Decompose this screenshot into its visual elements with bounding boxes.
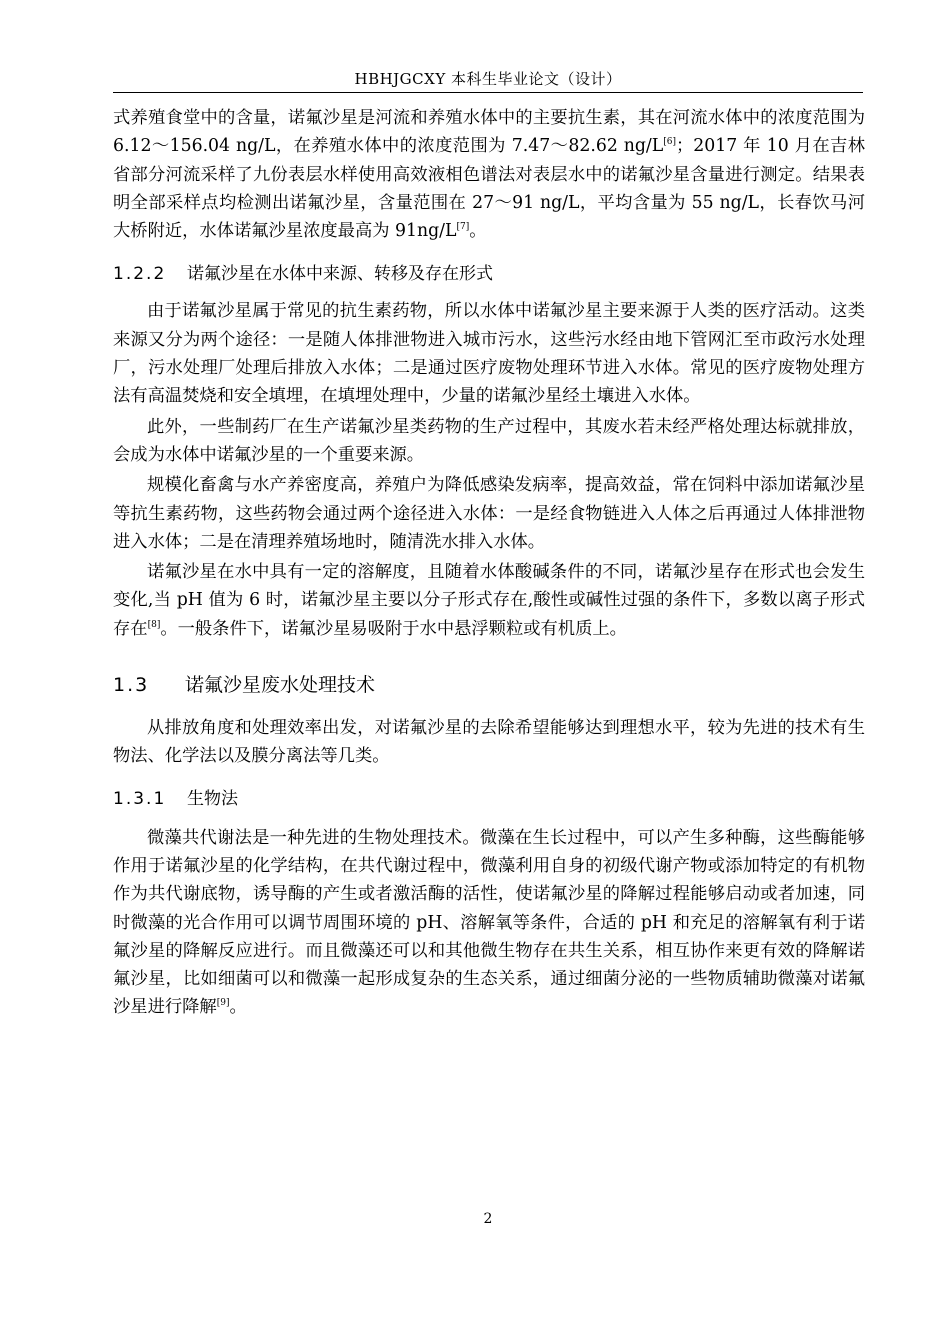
page-body [113,104,865,1022]
paragraph-2: 由于诺氟沙星属于常见的抗生素药物，所以水体中诺氟沙星主要来源于人类的医疗活动。这类来源又分为两个途径：一是随人体排泄物进入城市污水，这些污水经由地下管网汇至市政污水处理厂，污水处理厂处理后排放入水体；二是通过医疗废物处理环节进入水体。常见的医疗废物处理方法有高温焚烧和安全填埋，在填埋处理中，少量的诺氟沙星经土壤进入水体。 [113,301,865,407]
citation-8[interactable]: [8] [147,619,161,630]
citation-7[interactable]: [7] [456,222,470,233]
section-title: 生物法 [187,788,238,809]
section-number: 1.3.1 [113,788,167,809]
heading-1-3 [113,670,865,700]
paragraph-6: 从排放角度和处理效率出发，对诺氟沙星的去除希望能够达到理想水平，较为先进的技术有生物法、化学法以及膜分离法等几类。 [113,718,865,767]
section-title: 诺氟沙星在水体中来源、转移及存在形式 [187,264,493,285]
header-rule [113,92,863,93]
page-number: 2 [483,1211,493,1227]
section-number: 1.3 [113,674,150,697]
paragraph-4: 规模化畜禽与水产养密度高，养殖户为降低感染发病率，提高效益，常在饲料中添加诺氟沙星等抗生素药物，这些药物会通过两个途径进入水体：一是经食物链进入人体之后再通过人体排泄物进入水体；二是在清理养殖场地时，随清洗水排入水体。 [113,475,865,552]
paragraph-3: 此外，一些制药厂在生产诺氟沙星类药物的生产过程中，其废水若未经严格处理达标就排放，会成为水体中诺氟沙星的一个重要来源。 [113,416,865,465]
paragraph-1: 式养殖食堂中的含量，诺氟沙星是河流和养殖水体中的主要抗生素，其在河流水体中的浓度范围为 6.12～156.04 ng/L，在养殖水体中的浓度范围为 7.47～82.62 ng/L[6]；2017 年 10 月在吉林省部分河流采样了九份表层水样使用高效液相色谱法对表层水中的诺氟沙星含量进行测定。结果表明全部采样点均检测出诺氟沙星，含量范围在 27～91 ng/L，平均含量为 55 ng/L，长春饮马河大桥附近，水体诺氟沙星浓度最高为 91ng/L[7]。 [113,108,866,242]
citation-9[interactable]: [9] [216,998,230,1009]
section-number: 1.2.2 [113,264,167,285]
running-header: HBHJGCXY 本科生毕业论文（设计） [354,70,622,88]
citation-6[interactable]: [6] [663,137,676,148]
paragraph-5: 诺氟沙星在水中具有一定的溶解度，且随着水体酸碱条件的不同，诺氟沙星存在形式也会发生变化,当 pH 值为 6 时，诺氟沙星主要以分子形式存在,酸性或碱性过强的条件下，多数以离子形式存在[8]。一般条件下，诺氟沙星易吸附于水中悬浮颗粒或有机质上。 [113,562,865,639]
paragraph-7: 微藻共代谢法是一种先进的生物处理技术。微藻在生长过程中，可以产生多种酶，这些酶能够作用于诺氟沙星的化学结构，在共代谢过程中，微藻利用自身的初级代谢产物或添加特定的有机物作为共代谢底物，诱导酶的产生或者激活酶的活性，使诺氟沙星的降解过程能够启动或者加速，同时微藻的光合作用可以调节周围环境的 pH、溶解氧等条件，合适的 pH 和充足的溶解氧有利于诺氟沙星的降解反应进行。而且微藻还可以和其他微生物存在共生关系，相互协作来更有效的降解诺氟沙星，比如细菌可以和微藻一起形成复杂的生态关系，通过细菌分泌的一些物质辅助微藻对诺氟沙星进行降解[9]。 [113,827,865,1018]
heading-1-2-2 [113,260,865,288]
section-title: 诺氟沙星废水处理技术 [185,674,376,697]
heading-1-3-1 [113,785,865,813]
